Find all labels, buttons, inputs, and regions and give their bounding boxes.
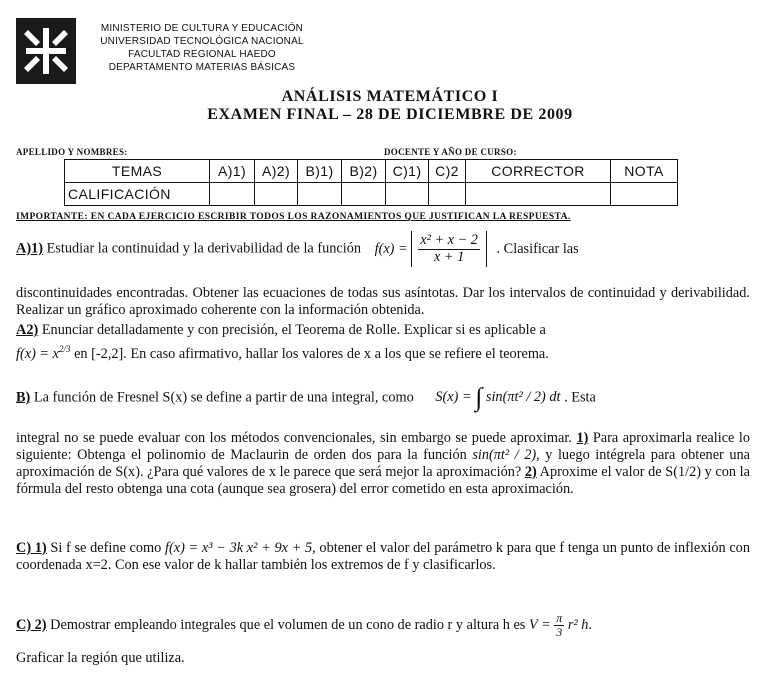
exercise-c2-label: C) 2) bbox=[16, 616, 47, 633]
exercise-a2-label: A2) bbox=[16, 322, 39, 338]
grade-cell[interactable] bbox=[255, 183, 298, 206]
important-note: IMPORTANTE: EN CADA EJERCICIO ESCRIBIR TODOS LOS RAZONAMIENTOS QUE JUSTIFICAN LA RESPUESTA. bbox=[16, 212, 571, 222]
formula-c1: f(x) = x³ − 3k x² + 9x + 5 bbox=[165, 540, 313, 556]
exercise-b-line bbox=[16, 383, 596, 413]
grade-cell[interactable] bbox=[429, 183, 466, 206]
exercise-b-intro: La función de Fresnel S(x) se define a partir de una integral, como bbox=[33, 389, 414, 406]
exam-subtitle: EXAMEN FINAL – 28 DE DICIEMBRE DE 2009 bbox=[207, 106, 573, 123]
teacher-field-label: DOCENTE Y AÑO DE CURSO: bbox=[384, 147, 517, 157]
exercise-c1-label: C) 1) bbox=[16, 540, 47, 556]
exercise-a1-label: A)1) bbox=[16, 240, 43, 257]
grades-score-row bbox=[65, 183, 678, 206]
grade-cell[interactable] bbox=[342, 183, 386, 206]
institution-line: DEPARTAMENTO MATERIAS BÁSICAS bbox=[108, 62, 296, 73]
formula-f-a1: f(x) = $\frac{\text{x² + x − 2}}{x + 1}$ bbox=[375, 241, 491, 257]
grades-table bbox=[64, 159, 678, 206]
grades-header-cell: CORRECTOR bbox=[466, 160, 611, 183]
exercise-a1-line bbox=[16, 231, 579, 267]
exercise-a2-statement: Enunciar detalladamente y con precisión, el Teorema de Rolle. Explicar si es aplicable a bbox=[41, 322, 546, 338]
institution-line: MINISTERIO DE CULTURA Y EDUCACIÓN bbox=[100, 23, 304, 34]
utn-logo-icon bbox=[22, 24, 70, 78]
exercise-a1-intro: Estudiar la continuidad y la derivabilidad de la función bbox=[46, 240, 362, 257]
exercise-c1 bbox=[16, 540, 750, 574]
exercise-b-body1: integral no se puede evaluar con los métodos convencionales, sin embargo se puede aproximar. bbox=[16, 430, 572, 446]
formula-cone: V = $\frac{\pi}{3}$ r² h bbox=[528, 611, 589, 640]
exercise-b-label: B) bbox=[16, 389, 31, 406]
exercise-b-body bbox=[16, 430, 750, 498]
exercise-a2-line2 bbox=[16, 344, 549, 363]
exercise-c2-after: . bbox=[588, 616, 592, 633]
grade-cell[interactable] bbox=[298, 183, 342, 206]
exercise-c1-intro: Si f se define como bbox=[50, 540, 162, 556]
grades-header-cell: TEMAS bbox=[65, 160, 210, 183]
institution-line: UNIVERSIDAD TECNOLÓGICA NACIONAL bbox=[100, 36, 304, 47]
grades-header-cell: NOTA bbox=[611, 160, 678, 183]
exercise-b-sub1: 1) bbox=[576, 430, 589, 446]
exercise-c2-intro: Demostrar empleando integrales que el volumen de un cono de radio r y altura h es bbox=[50, 616, 526, 633]
exam-title: ANÁLISIS MATEMÁTICO I bbox=[281, 88, 499, 105]
exercise-a2-text bbox=[16, 322, 750, 339]
institution-header bbox=[86, 22, 318, 74]
grades-header-cell: A)2) bbox=[255, 160, 298, 183]
formula-sin: sin(πt² / 2) bbox=[472, 447, 537, 463]
grades-row-label: CALIFICACIÓN bbox=[65, 183, 210, 206]
formula-f-a2: $f(x) = x^{2/3}$ bbox=[16, 344, 71, 362]
exercise-a1-after: . Clasificar las bbox=[496, 240, 579, 257]
grades-header-cell: A)1) bbox=[210, 160, 255, 183]
exercise-b-after: . Esta bbox=[564, 389, 596, 406]
name-field-label: APELLIDO Y NOMBRES: bbox=[16, 147, 128, 157]
grades-header-cell: B)1) bbox=[298, 160, 342, 183]
institution-line: FACULTAD REGIONAL HAEDO bbox=[128, 49, 276, 60]
student-fields bbox=[16, 147, 764, 159]
exercise-a2-statement2: en [-2,2]. En caso afirmativo, hallar los valores de x a los que se refiere el teorema. bbox=[74, 345, 549, 362]
utn-logo bbox=[16, 18, 76, 84]
exercise-b-body3: , y luego intégrela para obtener una aproximación de S(x). ¿Para qué valores de x le parece que será mejor la aproximación? bbox=[16, 447, 750, 480]
exercise-b-body2: Para aproximarla realice lo siguiente: Obtenga el polinomio de Maclaurin de orden dos para la función bbox=[16, 430, 751, 463]
grade-cell[interactable] bbox=[466, 183, 611, 206]
exercise-c2-line bbox=[16, 612, 592, 639]
formula-fresnel: S(x) = ∫ sin(πt² / 2) dt bbox=[435, 383, 561, 412]
grade-cell[interactable] bbox=[611, 183, 678, 206]
grades-header-cell: B)2) bbox=[342, 160, 386, 183]
grades-header-cell: C)2 bbox=[429, 160, 466, 183]
grades-header-row bbox=[65, 160, 678, 183]
exercise-c1-after: , obtener el valor del parámetro k para que f tenga un punto de inflexión con coordenada x=2. Con ese valor de k hallar también los extremos de f y clasificarlos. bbox=[16, 540, 750, 573]
grades-header-cell: C)1) bbox=[386, 160, 429, 183]
grade-cell[interactable] bbox=[210, 183, 255, 206]
exercise-b-sub2: 2) bbox=[524, 464, 537, 480]
grade-cell[interactable] bbox=[386, 183, 429, 206]
exercise-c2-body: Graficar la región que utiliza. bbox=[16, 650, 185, 666]
exercise-b-body4: Aproxime el valor de S(1/2) y con la fórmula del resto obtenga una cota (aunque sea grosera) del error cometido en esta aproximación. bbox=[16, 464, 750, 497]
exercise-a1-body: discontinuidades encontradas. Obtener las ecuaciones de todas sus asíntotas. Dar los intervalos de continuidad y derivabilidad. Realizar un gráfico aproximado coherente con la información obtenida. bbox=[16, 285, 750, 318]
